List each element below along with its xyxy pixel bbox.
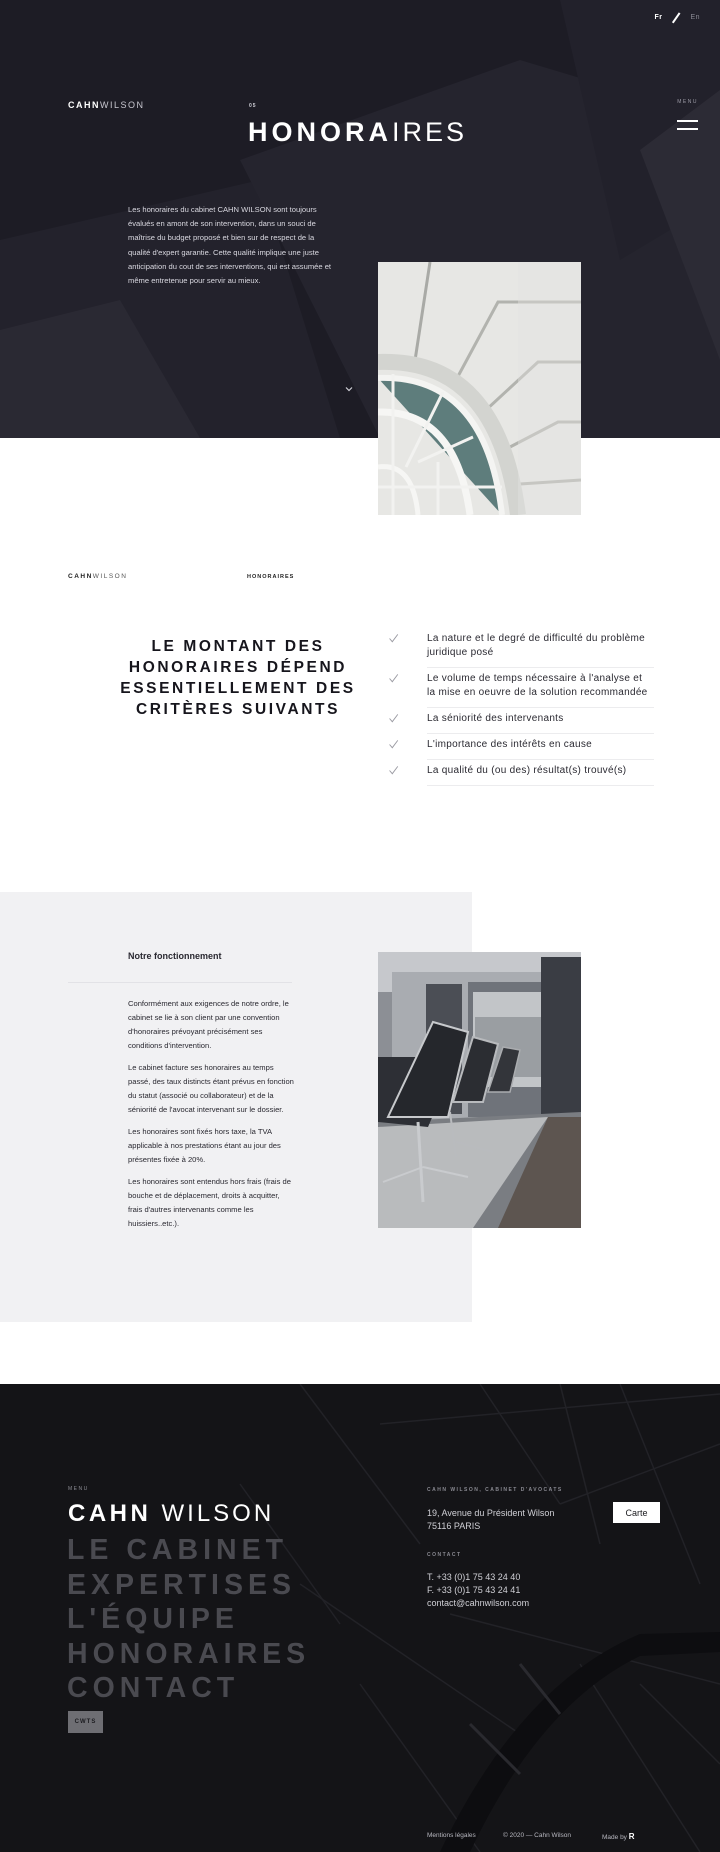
agency-logo-icon: R [628,1832,635,1841]
paragraph: Le cabinet facture ses honoraires au temps passé, des taux distincts étant prévus en fonction du statut (associé ou collaborateur) et de la séniorité de l'avocat intervenant sur le dossier. [128,1063,294,1114]
paragraph: Les honoraires sont entendus hors frais (frais de bouche et de déplacement, droits à acquitter, frais d'autres intervenants comme les huissiers..etc.). [128,1177,291,1228]
address-line-1: 19, Avenue du Président Wilson [427,1508,555,1518]
breadcrumb-current-page: HONORAIRES [247,574,295,580]
footer-nav-contact[interactable]: CONTACT [67,1672,240,1704]
made-by-label: Made by [602,1834,627,1841]
language-switcher [654,14,700,21]
criteria-item-text: La qualité du (ou des) résultat(s) trouvé(s) [427,765,627,776]
background-polygons [0,0,720,438]
checkmark-icon [386,672,427,684]
lang-en[interactable]: En [690,14,700,21]
footer-nav-honoraires[interactable]: HONORAIRES [67,1637,311,1670]
chevron-down-icon[interactable] [345,385,353,393]
paragraph: Les honoraires sont fixés hors taxe, la TVA applicable à nos prestations étant au jour des présentes fixée à 20%. [128,1127,281,1164]
breadcrumb-logo[interactable] [68,573,127,580]
logo[interactable] [68,100,145,110]
criteria-heading: LE MONTANT DES HONORAIRES DÉPEND ESSENTIELLEMENT DES CRITÈRES SUIVANTS [120,638,356,718]
copyright: © 2020 — Cahn Wilson [503,1832,572,1839]
logo-cahn: CAHN [68,100,100,110]
phone-number[interactable]: T. +33 (0)1 75 43 24 40 [427,1572,521,1582]
footer-nav-le-cabinet[interactable]: LE CABINET [67,1534,288,1566]
criteria-item [386,760,654,786]
building-window-photo [378,262,581,515]
paragraph: Conformément aux exigences de notre ordre, le cabinet se lie à son client par une convention d'honoraires prévoyant précisément ses conditions d'intervention. [128,999,289,1050]
legal-link[interactable]: Mentions légales [427,1832,476,1839]
made-by[interactable] [602,1832,635,1841]
criteria-item [386,708,654,734]
logo-wilson: WILSON [161,1500,275,1527]
cwts-badge[interactable]: CWTS [68,1711,103,1733]
logo-wilson: WILSON [92,573,128,580]
map-button[interactable]: Carte [613,1502,660,1523]
contact-label: CONTACT [427,1552,462,1558]
checkmark-icon [386,632,427,644]
address-label: CAHN WILSON, CABINET D'AVOCATS [427,1487,563,1493]
fax-number: F. +33 (0)1 75 43 24 41 [427,1585,521,1595]
criteria-list [386,628,654,786]
hamburger-menu-icon[interactable] [677,120,698,132]
intro-text: Les honoraires du cabinet CAHN WILSON sont toujours évalués en amont de son intervention, dans un souci de maîtrise du budget proposé et bien sur de respect de la qualité d'expert garantie. Cette qualité implique une juste anticipation du cout de ses interventions, qui est assumée et même entretenue pour servir au mieux. [128,205,332,286]
fonctionnement-body [128,997,294,1239]
logo-cahn: CAHN [68,573,93,580]
page-title-bold: HONORA [248,117,392,147]
divider [68,982,292,983]
footer-nav [67,1533,310,1706]
logo-wilson: WILSON [100,100,145,110]
page-number: 05 [249,103,257,109]
criteria-item-text: Le volume de temps nécessaire à l'analyse et la mise en oeuvre de la solution recommandée [427,673,648,698]
footer-menu-label: MENU [68,1486,89,1492]
menu-label: MENU [677,99,698,105]
email-link[interactable]: contact@cahnwilson.com [427,1598,530,1608]
page-title [248,117,467,148]
footer-logo[interactable] [68,1500,274,1528]
criteria-item-text: L'importance des intérêts en cause [427,739,592,750]
checkmark-icon [386,764,427,776]
checkmark-icon [386,712,427,724]
logo-cahn: CAHN [68,1500,152,1527]
hero-section [0,0,720,438]
checkmark-icon [386,738,427,750]
footer-nav-equipe[interactable]: L'ÉQUIPE [67,1603,239,1635]
criteria-item [386,734,654,760]
criteria-item [386,628,654,668]
fonctionnement-title: Notre fonctionnement [128,951,222,961]
criteria-item [386,668,654,708]
page-title-light: IRES [392,117,468,147]
address-line-2: 75116 PARIS [427,1521,481,1531]
meeting-room-photo [378,952,581,1228]
footer-nav-expertises[interactable]: EXPERTISES [67,1568,296,1601]
criteria-item-text: La nature et le degré de difficulté du problème juridique posé [427,633,645,658]
criteria-item-text: La séniorité des intervenants [427,713,564,724]
lang-fr[interactable]: Fr [654,14,663,21]
